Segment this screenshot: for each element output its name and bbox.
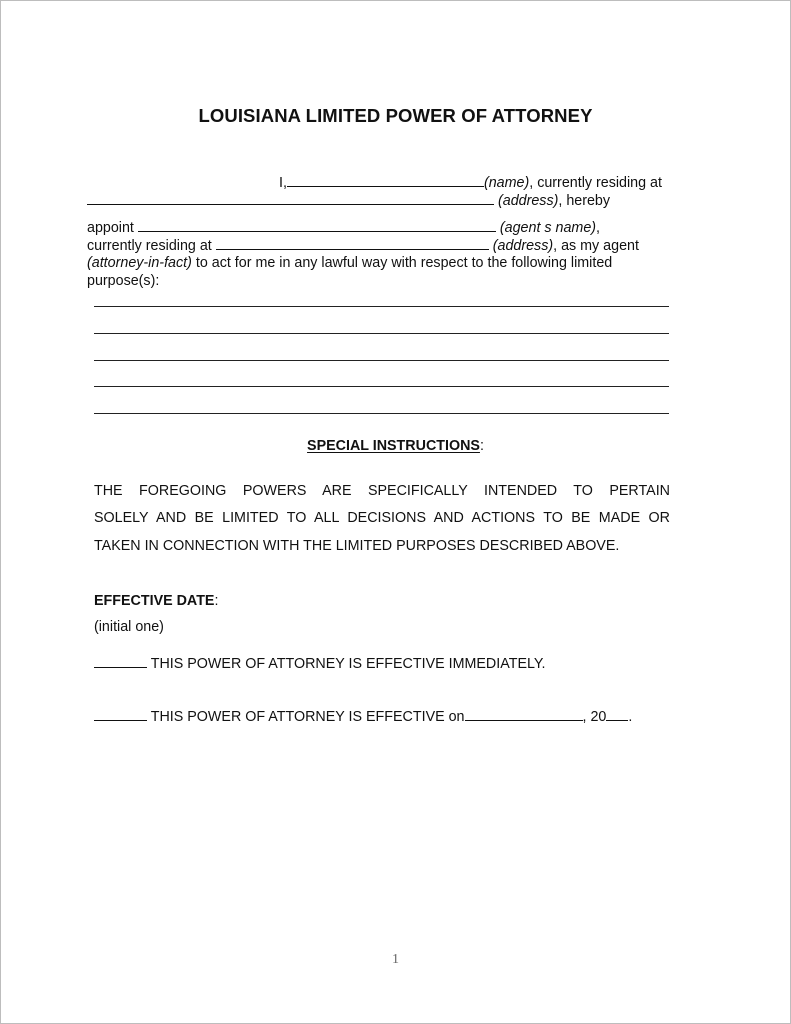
agent-residing-label: currently residing at — [87, 238, 212, 254]
address-label: (address) — [497, 193, 559, 209]
special-instructions-line-3: TAKEN IN CONNECTION WITH THE LIMITED PURPOSES DESCRIBED ABOVE. — [94, 538, 620, 554]
purpose-line-2[interactable] — [94, 333, 669, 334]
effective-immediately-label: THIS POWER OF ATTORNEY IS EFFECTIVE IMMEDIATELY. — [150, 656, 546, 672]
effective-date-colon: : — [214, 593, 219, 609]
initial-one-instruction: (initial one) — [94, 619, 164, 635]
intro-line-4 — [87, 236, 639, 255]
agent-name-comma: , — [596, 220, 601, 236]
agent-address-field[interactable] — [216, 236, 489, 250]
special-instructions-title: SPECIAL INSTRUCTIONS — [307, 438, 480, 454]
intro-line-2 — [87, 191, 610, 210]
principal-address-field[interactable] — [87, 191, 494, 205]
effective-date-heading — [94, 592, 218, 610]
purpose-line-1[interactable] — [94, 306, 669, 307]
effective-immediately-option — [94, 654, 546, 673]
special-instructions-heading — [1, 438, 790, 454]
intro-line-3 — [87, 218, 600, 237]
year-field[interactable] — [606, 707, 628, 721]
effective-on-date-option — [94, 707, 632, 726]
appoint-label: appoint — [87, 220, 134, 236]
purpose-line-3[interactable] — [94, 360, 669, 361]
effective-date-title: EFFECTIVE DATE — [94, 593, 215, 609]
purpose-text: to act for me in any lawful way with respect to the following limited — [191, 255, 613, 271]
hereby-label: , hereby — [558, 193, 611, 209]
initial-immediately-field[interactable] — [94, 654, 147, 668]
effective-on-label: THIS POWER OF ATTORNEY IS EFFECTIVE on — [150, 709, 465, 725]
agent-name-label: (agent s name) — [499, 220, 597, 236]
purpose-label: purpose(s): — [87, 273, 160, 289]
page-number: 1 — [392, 952, 399, 967]
year-period: . — [628, 709, 633, 725]
special-instructions-line-1: THE FOREGOING POWERS ARE SPECIFICALLY INTENDED TO PERTAIN — [94, 483, 670, 499]
year-prefix-label: , 20 — [582, 709, 607, 725]
name-label: (name) — [483, 175, 530, 191]
intro-line-5 — [87, 254, 612, 272]
purpose-line-5[interactable] — [94, 413, 669, 414]
intro-i-label: I, — [279, 175, 287, 191]
initial-on-date-field[interactable] — [94, 707, 147, 721]
purpose-line-4[interactable] — [94, 386, 669, 387]
effective-date-field[interactable] — [465, 707, 583, 721]
attorney-in-fact-label: (attorney-in-fact) — [87, 255, 192, 271]
special-instructions-line-2: SOLELY AND BE LIMITED TO ALL DECISIONS AND ACTIONS TO BE MADE OR — [94, 510, 670, 526]
as-my-agent-label: , as my agent — [553, 238, 639, 254]
agent-name-field[interactable] — [138, 218, 496, 232]
agent-address-label: (address) — [492, 238, 554, 254]
document-title: LOUISIANA LIMITED POWER OF ATTORNEY — [198, 105, 593, 126]
special-instructions-colon: : — [479, 438, 484, 454]
intro-line-1 — [279, 173, 662, 192]
residing-label: , currently residing at — [529, 175, 662, 191]
principal-name-field[interactable] — [287, 173, 484, 187]
